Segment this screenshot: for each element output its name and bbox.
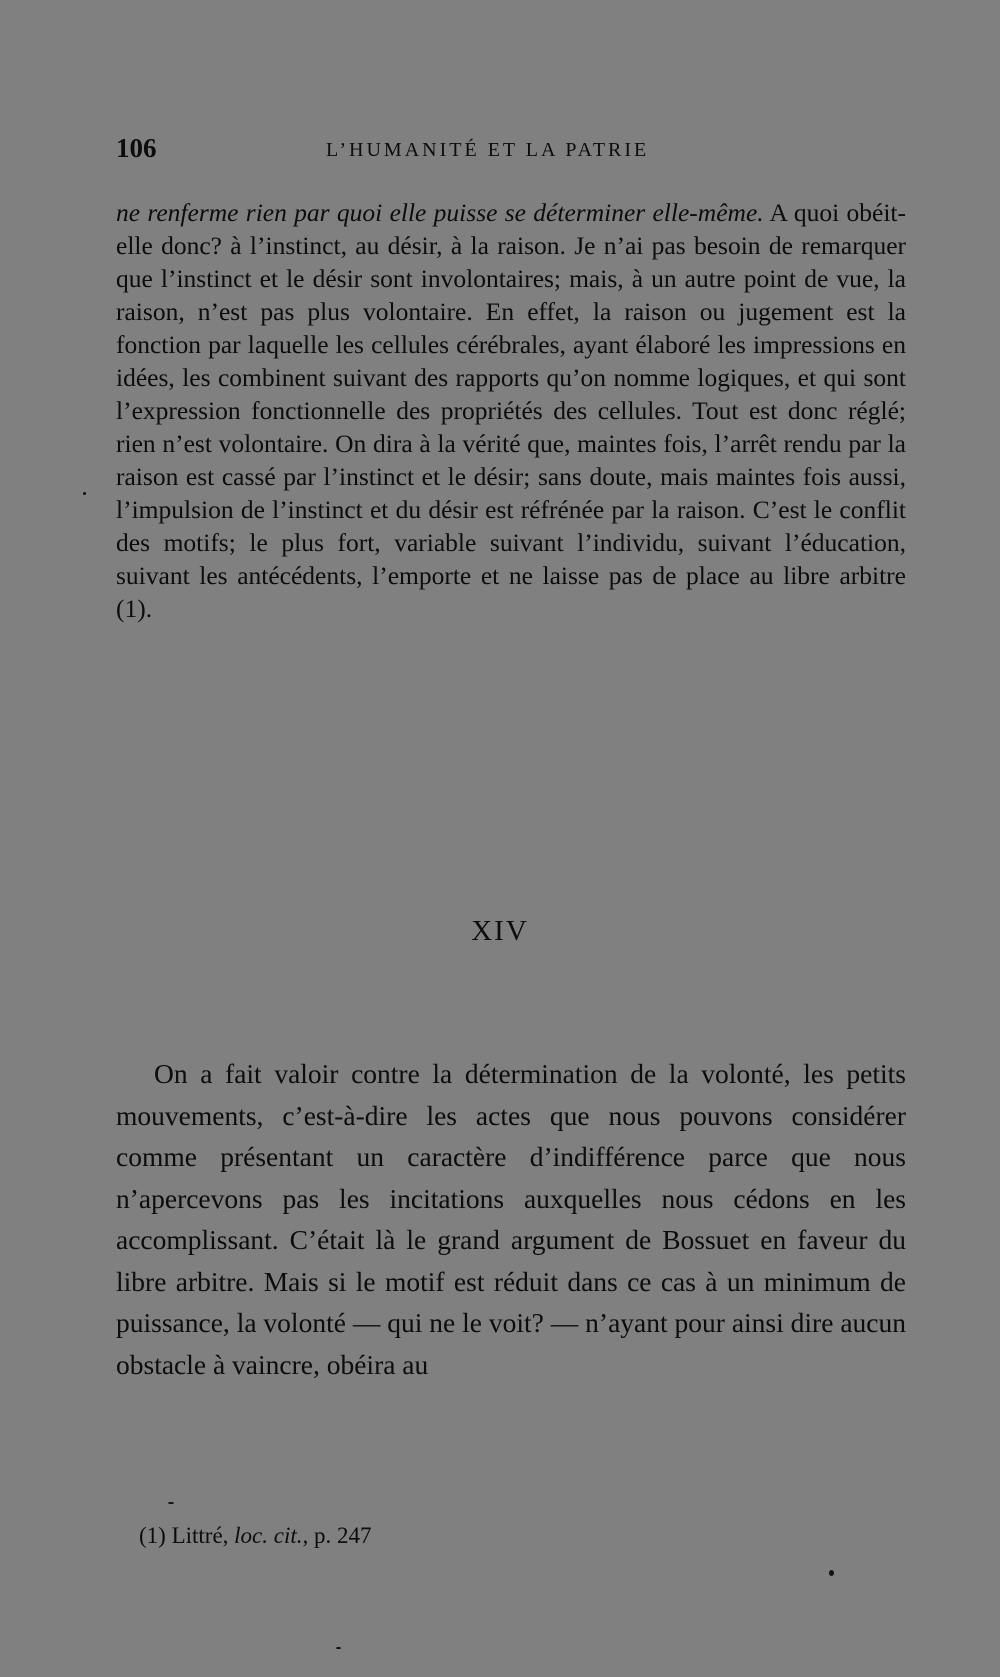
section-paragraph: On a fait valoir contre la détermination de la volonté, les petits mouvements, c’est-à-dire les actes que nous pouvons considérer comme présentant un caractère d’indifférence parce que nous n’apercevons pas les incitations auxquelles nous cédons en les accomplissant. C’était là le grand argument de Bossuet en faveur du libre arbitre. Mais si le motif est réduit dans ce cas à un minimum de puissance, la volonté — qui ne le voit? — n’ayant pour ainsi dire aucun obstacle à vaincre, obéira au (116, 1058, 906, 1380)
scan-speck (168, 1502, 174, 1504)
paragraph-continued (116, 196, 906, 625)
italic-lead-in: ne renferme rien par quoi elle puisse se déterminer elle-même. (116, 198, 764, 227)
scan-speck (83, 492, 86, 495)
page-number: 106 (116, 133, 157, 163)
scan-speck (829, 1570, 834, 1576)
footnote (139, 1521, 839, 1551)
running-head (116, 133, 906, 173)
footnote-page: , p. 247 (302, 1523, 372, 1548)
scan-speck (336, 1647, 341, 1649)
running-title: L’HUMANITÉ ET LA PATRIE (326, 139, 650, 161)
footnote-marker: (1) (139, 1523, 166, 1548)
section-heading: XIV (471, 915, 529, 947)
footnote-author: Littré, (171, 1523, 229, 1548)
paragraph-body: A quoi obéit-elle donc? à l’instinct, au désir, à la raison. Je n’ai pas besoin de remarquer que l’instinct et le désir sont involontaires; mais, à un autre point de vue, la raison, n’est pas plus volontaire. En effet, la raison ou jugement est la fonction par laquelle les cellules cérébrales, ayant élaboré les impressions en idées, les combinent suivant des rapports qu’on nomme logiques, et qui sont l’expression fonctionnelle des propriétés des cellules. Tout est donc réglé; rien n’est volontaire. On dira à la vérité que, maintes fois, l’arrêt rendu par la raison est cassé par l’instinct et le désir; sans doute, mais maintes fois aussi, l’impulsion de l’instinct et du désir est réfrénée par la raison. C’est le conflit des motifs; le plus fort, variable suivant l’individu, suivant l’éducation, suivant les antécédents, l’emporte et ne laisse pas de place au libre arbitre (1). (116, 198, 906, 623)
footnote-citation: loc. cit. (234, 1523, 303, 1548)
